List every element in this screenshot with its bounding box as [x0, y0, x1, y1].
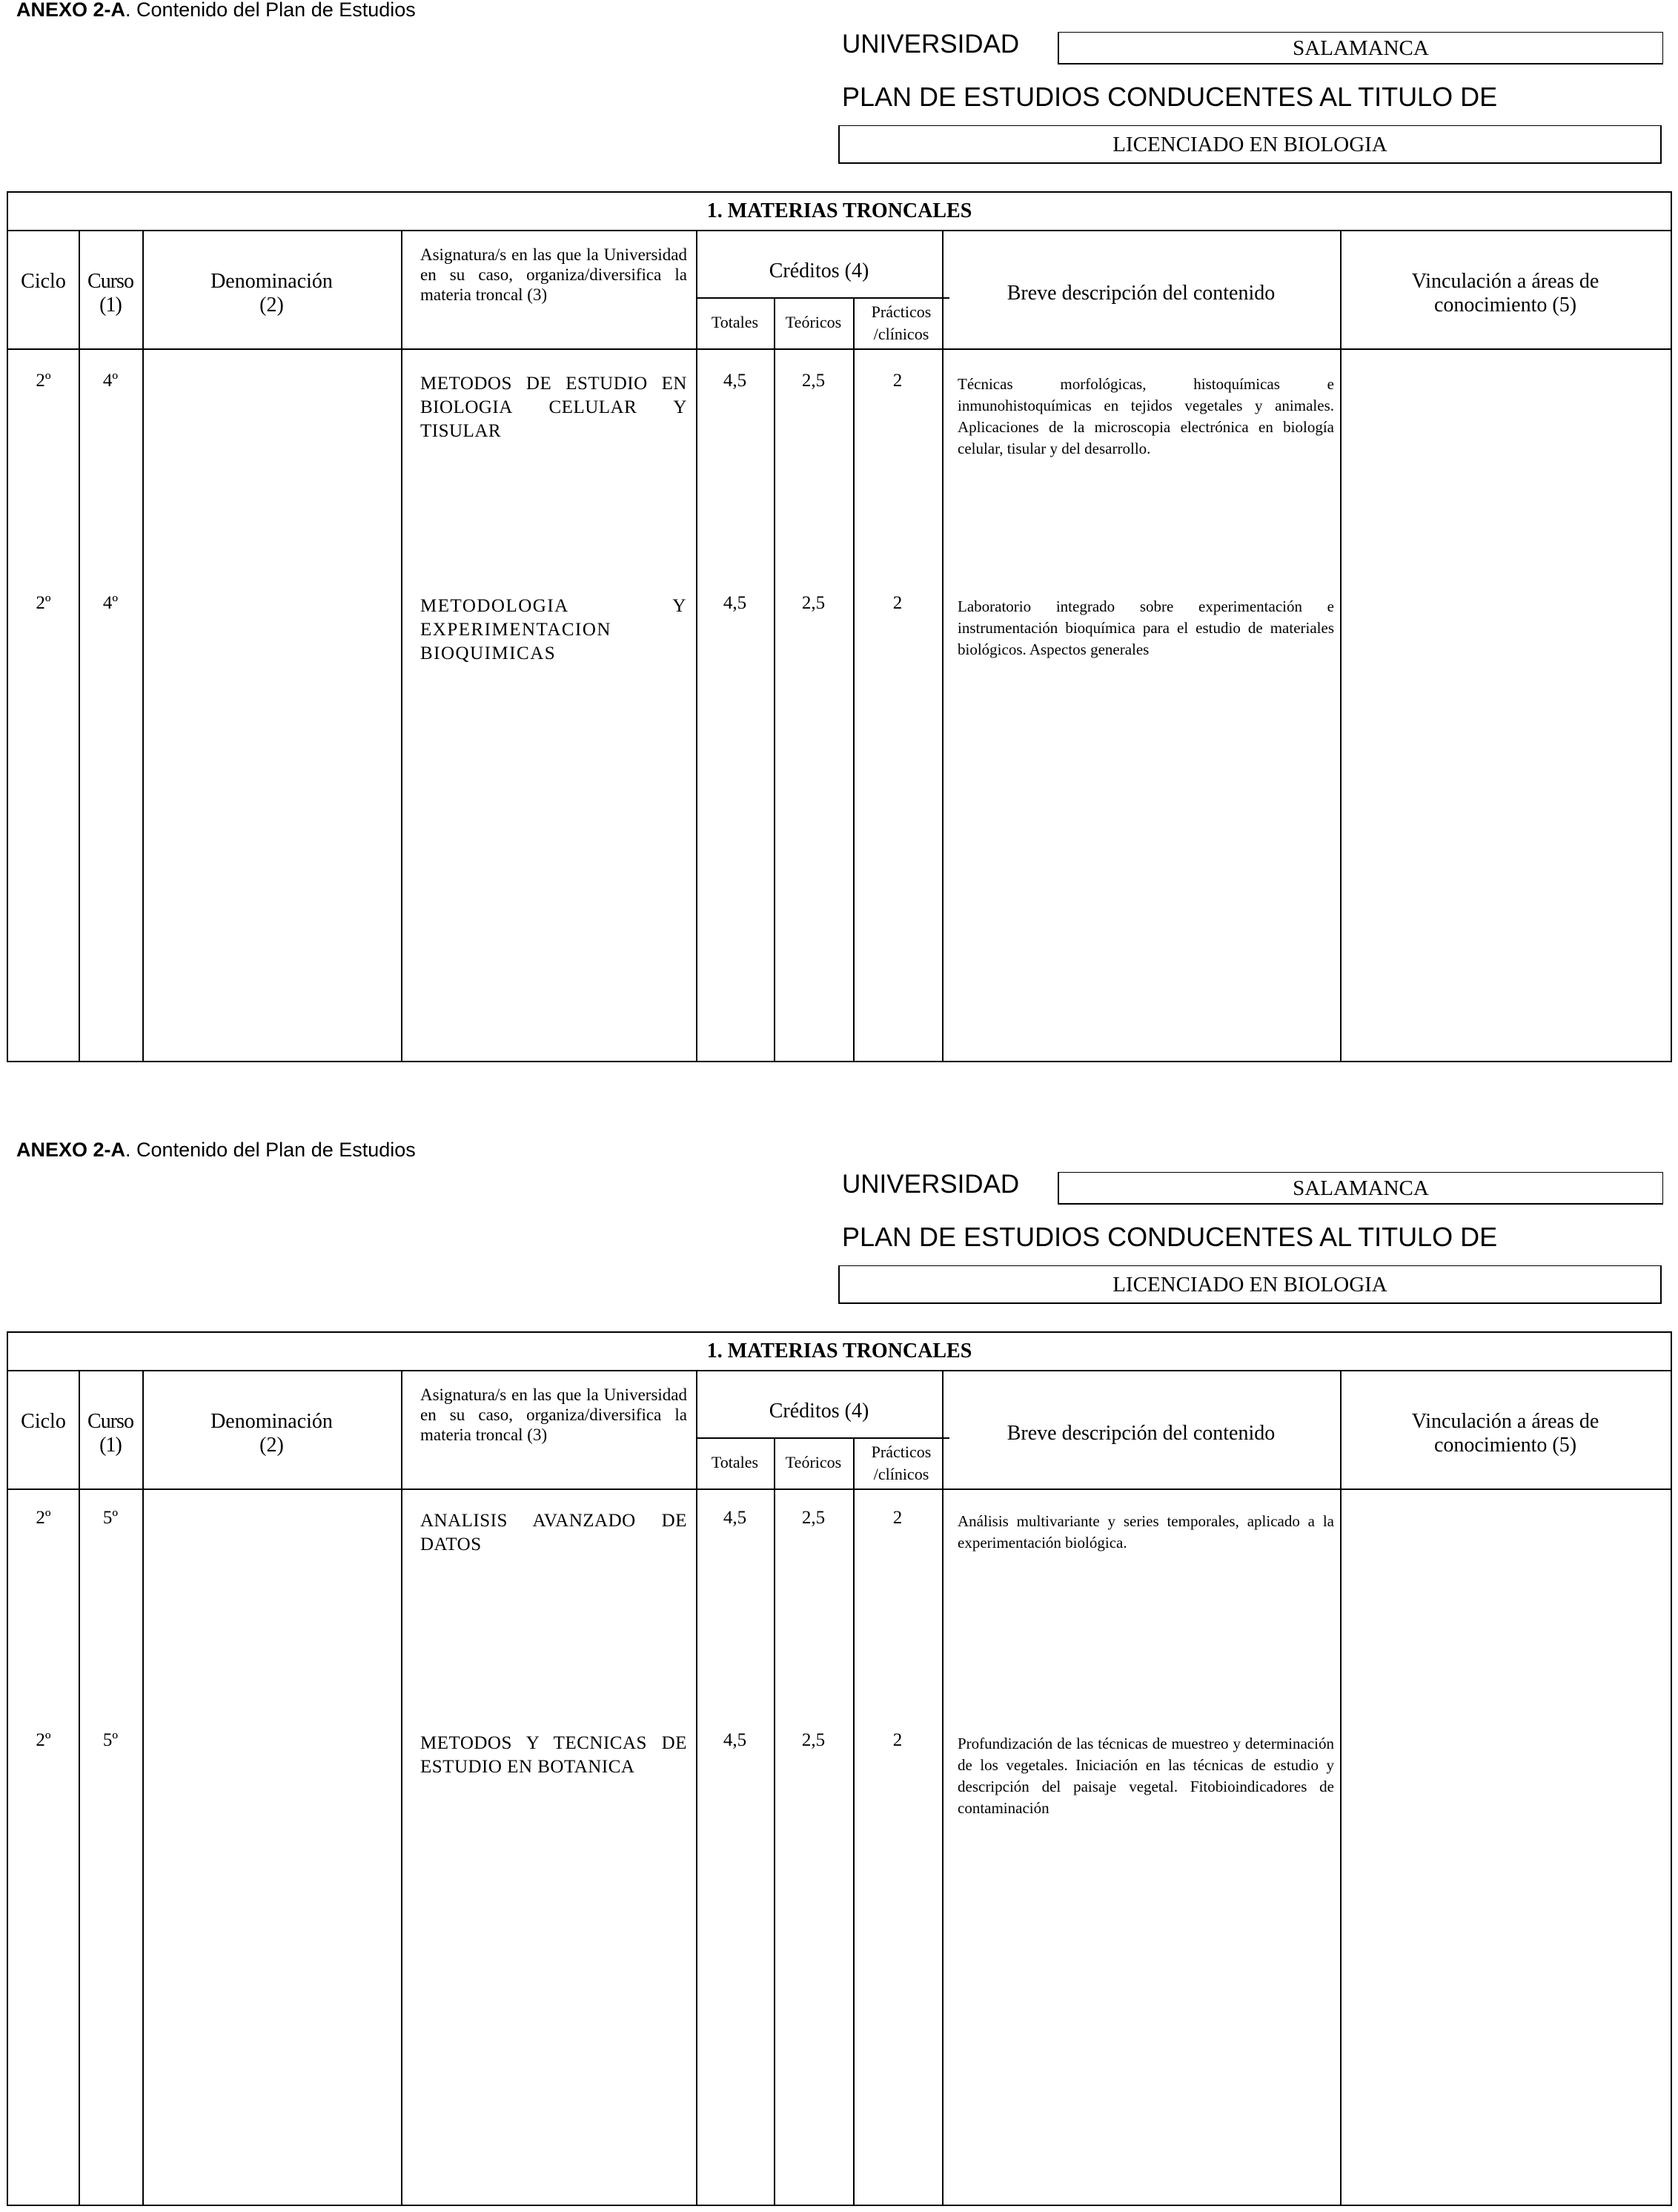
col-asignatura: Asignatura/s en las que la Universidad en su caso, organiza/diversifica la materia troncal (3) — [420, 1385, 687, 1444]
col-vinculacion: Vinculación a áreas de conocimiento (5) — [1411, 1410, 1599, 1457]
titulo-value: LICENCIADO EN BIOLOGIA — [838, 1265, 1662, 1304]
row-curso: 5º — [102, 1508, 119, 1528]
col-breve: Breve descripción del contenido — [1007, 1422, 1276, 1445]
col-creditos: Créditos (4) — [769, 1400, 869, 1423]
materias-table — [7, 1331, 1672, 2206]
universidad-value: SALAMANCA — [1058, 32, 1663, 64]
row-asignatura: METODOS DE ESTUDIO EN BIOLOGIA CELULAR Y TISULAR — [420, 374, 687, 441]
plan-label: PLAN DE ESTUDIOS CONDUCENTES AL TITULO DE — [842, 1222, 1498, 1252]
row-asignatura: ANALISIS AVANZADO DE DATOS — [420, 1511, 687, 1554]
col-curso: Curso (1) — [87, 1410, 133, 1457]
titulo-value: LICENCIADO EN BIOLOGIA — [838, 125, 1662, 164]
col-practicos: Prácticos /clínicos — [871, 302, 932, 343]
section-title: 1. MATERIAS TRONCALES — [706, 1340, 972, 1362]
col-curso: Curso (1) — [87, 270, 133, 317]
row-practicos: 2 — [892, 593, 903, 613]
universidad-value: SALAMANCA — [1058, 1172, 1663, 1205]
col-denominacion: Denominación (2) — [210, 270, 333, 317]
row-ciclo: 2º — [36, 1730, 51, 1750]
annex-title: ANEXO 2-A. Contenido del Plan de Estudios — [16, 0, 416, 21]
col-asignatura: Asignatura/s en las que la Universidad en su caso, organiza/diversifica la materia troncal (3) — [420, 245, 687, 304]
col-ciclo: Ciclo — [21, 1410, 66, 1433]
row-totales: 4,5 — [723, 1508, 747, 1528]
row-totales: 4,5 — [723, 593, 747, 613]
row-teoricos: 2,5 — [801, 593, 826, 613]
section-title: 1. MATERIAS TRONCALES — [706, 199, 972, 222]
col-creditos: Créditos (4) — [769, 259, 869, 282]
col-totales: Totales — [711, 1453, 759, 1471]
plan-label: PLAN DE ESTUDIOS CONDUCENTES AL TITULO DE — [842, 82, 1498, 112]
universidad-label: UNIVERSIDAD — [842, 1170, 1020, 1199]
col-ciclo: Ciclo — [21, 270, 66, 293]
row-teoricos: 2,5 — [801, 1508, 826, 1528]
materias-table — [7, 191, 1672, 1062]
row-totales: 4,5 — [723, 371, 747, 391]
col-teoricos: Teóricos — [785, 313, 842, 331]
row-teoricos: 2,5 — [801, 371, 826, 391]
row-descripcion: Análisis multivariante y series temporales, aplicado a la experimentación biológica. — [958, 1512, 1334, 1552]
row-asignatura: METODOS Y TECNICAS DE ESTUDIO EN BOTANICA — [420, 1733, 687, 1777]
row-ciclo: 2º — [36, 593, 51, 613]
row-asignatura: METODOLOGIA Y EXPERIMENTACION BIOQUIMICAS — [420, 596, 687, 663]
row-practicos: 2 — [892, 1508, 903, 1528]
col-denominacion: Denominación (2) — [210, 1410, 333, 1457]
row-curso: 4º — [102, 371, 119, 391]
universidad-label: UNIVERSIDAD — [842, 30, 1020, 59]
annex-title: ANEXO 2-A. Contenido del Plan de Estudios — [16, 1139, 416, 1161]
row-teoricos: 2,5 — [801, 1730, 826, 1750]
row-totales: 4,5 — [723, 1730, 747, 1750]
col-totales: Totales — [711, 313, 759, 331]
row-descripcion: Técnicas morfológicas, histoquímicas e inmunohistoquímicas en tejidos vegetales y animales. Aplicaciones de la microscopia electrónica en biología celular, tisular y del desarrollo. — [958, 375, 1334, 457]
row-curso: 5º — [102, 1730, 119, 1750]
col-teoricos: Teóricos — [785, 1453, 842, 1471]
row-descripcion: Laboratorio integrado sobre experimentación e instrumentación bioquímica para el estudio de materiales biológicos. Aspectos generales — [958, 597, 1334, 658]
col-breve: Breve descripción del contenido — [1007, 282, 1276, 305]
row-descripcion: Profundización de las técnicas de muestreo y determinación de los vegetales. Iniciación en las técnicas de estudio y descripción del paisaje vegetal. Fitobioindicadores de contaminación — [958, 1735, 1334, 1817]
row-practicos: 2 — [892, 371, 903, 391]
row-practicos: 2 — [892, 1730, 903, 1750]
row-ciclo: 2º — [36, 1508, 51, 1528]
col-practicos: Prácticos /clínicos — [871, 1443, 932, 1483]
row-curso: 4º — [102, 593, 119, 613]
col-vinculacion: Vinculación a áreas de conocimiento (5) — [1411, 270, 1599, 317]
row-ciclo: 2º — [36, 371, 51, 391]
